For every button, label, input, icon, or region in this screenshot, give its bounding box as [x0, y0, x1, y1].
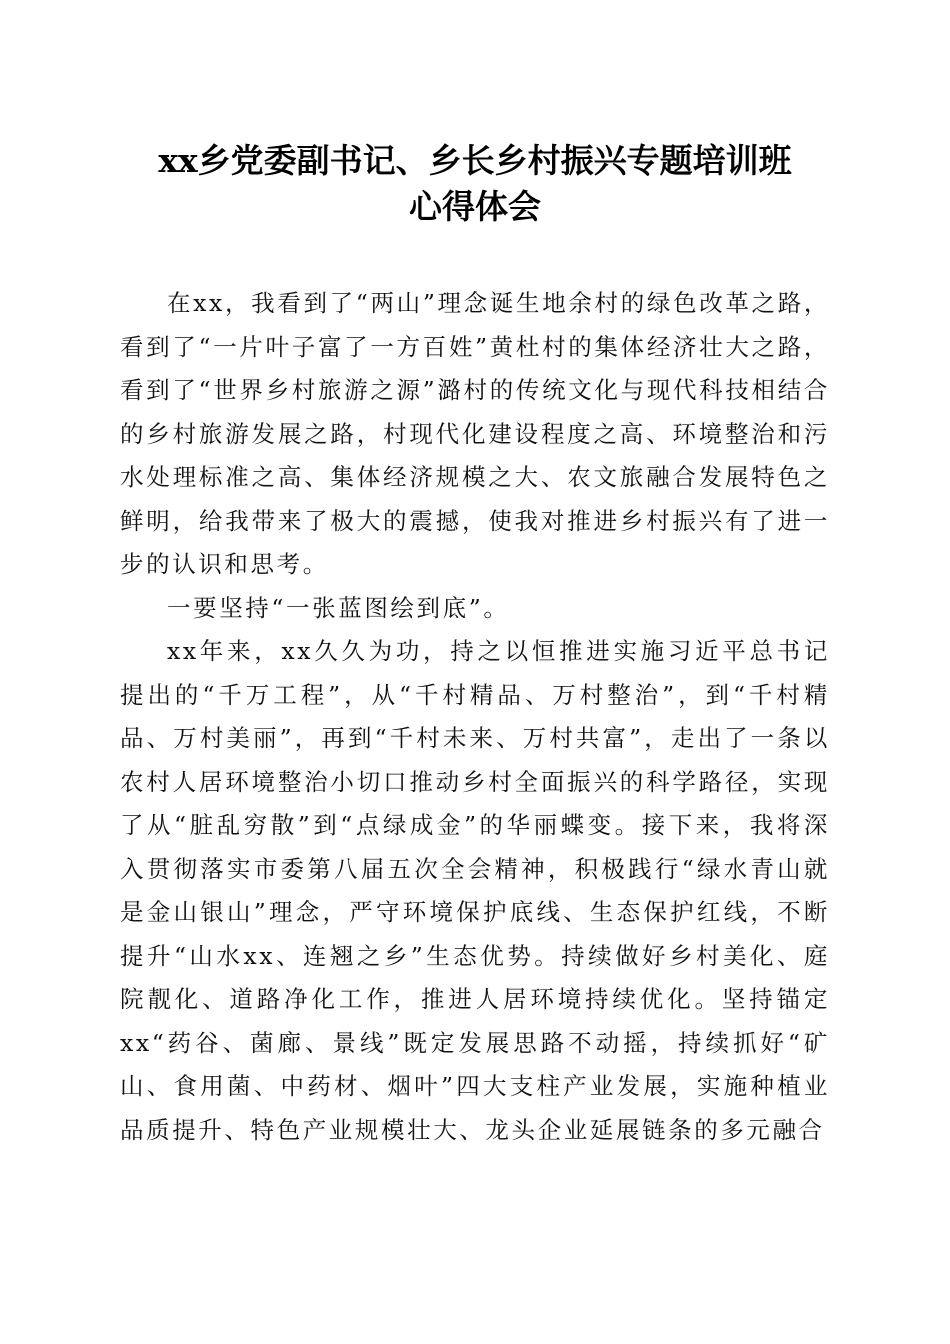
- title-line-1: xx乡党委副书记、乡长乡村振兴专题培训班: [158, 141, 792, 180]
- paragraph-intro: 在xx，我看到了“两山”理念诞生地余村的绿色改革之路，看到了“一片叶子富了一方百姓”黄杜村的集体经济壮大之路，看到了“世界乡村旅游之源”潞村的传统文化与现代科技相结合的乡村旅游发展之路，村现代化建设程度之高、环境整治和污水处理标准之高、集体经济规模之大、农文旅融合发展特色之鲜明，给我带来了极大的震撼，使我对推进乡村振兴有了进一步的认识和思考。: [120, 289, 830, 578]
- paragraph-heading-blueprint: 一要坚持“一张蓝图绘到底”。: [167, 593, 510, 622]
- document-title: [100, 138, 850, 230]
- paragraph-blueprint-detail: xx年来，xx久久为功，持之以恒推进实施习近平总书记提出的“千万工程”，从“千村精品、万村整治”，到“千村精品、万村美丽”，再到“千村未来、万村共富”，走出了一条以农村人居环境整治小切口推动乡村全面振兴的科学路径，实现了从“脏乱穷散”到“点绿成金”的华丽蝶变。接下来，我将深入贯彻落实市委第八届五次全会精神，积极践行“绿水青山就是金山银山”理念，严守环境保护底线、生态保护红线，不断提升“山水xx、连翘之乡”生态优势。持续做好乡村美化、庭院靓化、道路净化工作，推进人居环境持续优化。坚持锚定xx“药谷、菌廊、景线”既定发展思路不动摇，持续抓好“矿山、食用菌、中药材、烟叶”四大支柱产业发展，实施种植业品质提升、特色产业规模壮大、龙头企业延展链条的多元融合: [120, 637, 830, 1144]
- document-body: [120, 282, 830, 1152]
- title-line-2: 心得体会: [409, 187, 541, 226]
